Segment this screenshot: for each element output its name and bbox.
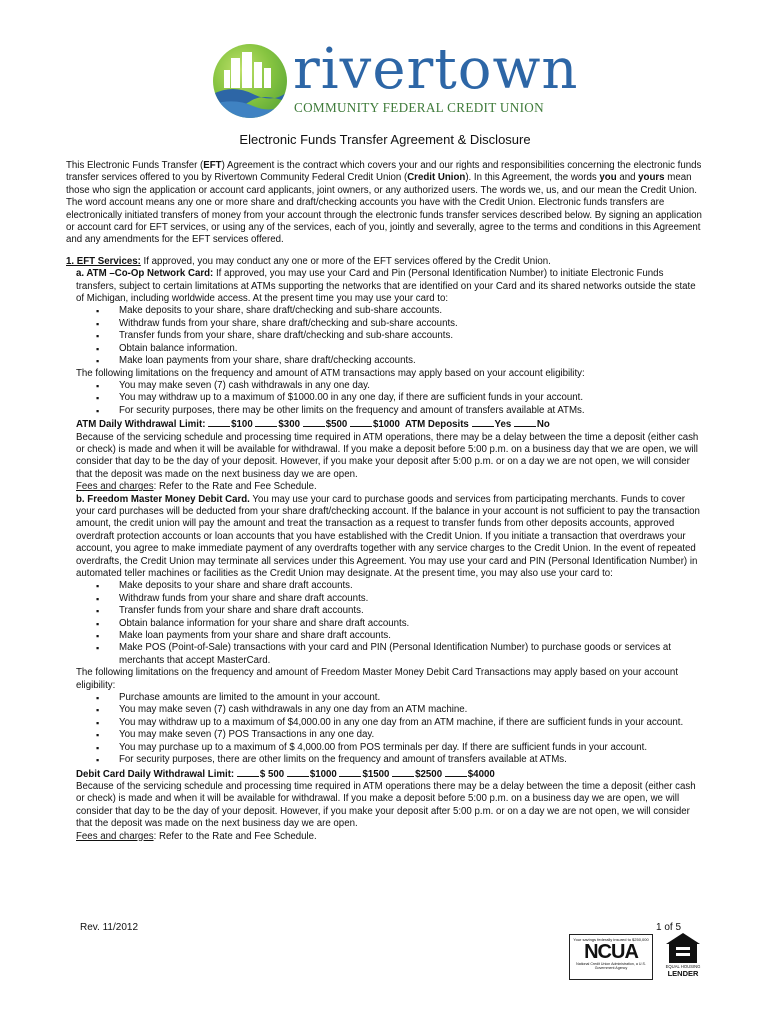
list-item: ▪ Transfer funds from your share, share draft/checking and sub-share accounts. — [96, 330, 706, 342]
list-item: ▪ You may make seven (7) cash withdrawals in any one day from an ATM machine. — [96, 704, 706, 716]
list-item: ▪ Obtain balance information for your share and share draft accounts. — [96, 618, 706, 630]
list-item: ▪ Make deposits to your share and share draft accounts. — [96, 580, 706, 592]
ncua-logo-text: NCUA — [584, 941, 638, 963]
atm-fees-line: Fees and charges: Refer to the Rate and Fee Schedule. — [76, 481, 317, 493]
atm-card-paragraph: a. ATM –Co-Op Network Card: If approved, you may use your Card and Pin (Personal Identification Number) to initiate Electronic Funds transfers, subject to certain limitations at ATMs supporting the networks that are identified on your Card and its shared networks outside the state of Michigan, including worldwide access. At the present time you may use your card to: — [76, 268, 696, 305]
list-item: ▪ You may withdraw up to a maximum of $1000.00 in any one day, if there are sufficient funds in your account. — [96, 392, 706, 404]
debit-limit-4000-checkbox[interactable] — [445, 767, 467, 777]
intro-paragraph: This Electronic Funds Transfer (EFT) Agreement is the contract which covers your and our rights and responsibilities concerning the electronic funds transfer services offered to you by Rivertown Community Federal Credit Union (Credit Union). In this Agreement, the words you and yours mean those who sign the application or account card applicants, joint owners, or any authorized users. The words we, us, and our mean the Credit Union. The word account means any one or more share and draft/checking accounts you have with the Credit Union. Electronic funds transfers are electronically initiated transfers of money from your account through the electronic funds transfer services described below. By signing an application or account card for EFT services, or using any of the services, each of you, jointly and severally, agree to the terms and conditions in this Agreement and any amendments for the EFT services offered. — [66, 160, 702, 246]
equal-housing-house-icon — [664, 932, 702, 964]
list-item: ▪ You may make seven (7) cash withdrawals in any one day. — [96, 380, 706, 392]
ncua-insured-text: Your savings federally insured to $250,000 — [573, 937, 649, 942]
debit-limits-intro: The following limitations on the frequency and amount of Freedom Master Money Debit Card Transactions may apply based on your account eligibility: — [76, 667, 679, 691]
list-item: ▪ Obtain balance information. — [96, 343, 706, 355]
atm-limit-1000-checkbox[interactable] — [350, 417, 372, 427]
document-body — [66, 160, 706, 843]
credit-union-logo — [213, 37, 579, 118]
atm-uses-list — [76, 305, 706, 367]
list-item: ▪ You may withdraw up to a maximum of $4,000.00 in any one day from an ATM machine, if there are sufficient funds in your account. — [96, 717, 706, 729]
list-item: ▪ Withdraw funds from your share and share draft accounts. — [96, 593, 706, 605]
list-item: ▪ For security purposes, there are other limits on the frequency and amount of transfers available at ATMs. — [96, 754, 706, 766]
list-item: ▪ Withdraw funds from your share, share draft/checking and sub-share accounts. — [96, 318, 706, 330]
list-item: ▪ Make loan payments from your share, share draft/checking accounts. — [96, 355, 706, 367]
page-number: 1 of 5 — [656, 922, 682, 933]
list-item: ▪ Transfer funds from your share and share draft accounts. — [96, 605, 706, 617]
debit-daily-limit-line: Debit Card Daily Withdrawal Limit: $ 500 $1000 $1500 $2500 $4000 — [76, 768, 495, 780]
ncua-badge — [569, 934, 653, 980]
debit-limit-1500-checkbox[interactable] — [339, 767, 361, 777]
list-item: ▪ Purchase amounts are limited to the amount in your account. — [96, 692, 706, 704]
list-item: ▪ You may purchase up to a maximum of $ 4,000.00 from POS terminals per day. If there are sufficient funds in your account. — [96, 742, 706, 754]
list-item: ▪ Make loan payments from your share and share draft accounts. — [96, 630, 706, 642]
atm-daily-limit-line: ATM Daily Withdrawal Limit: $100 $300 $500 $1000 ATM Deposits Yes No — [76, 419, 550, 431]
debit-uses-list — [76, 580, 706, 667]
list-item: ▪ For security purposes, there may be other limits on the frequency and amount of transfers available at ATMs. — [96, 405, 706, 417]
atm-limits-intro: The following limitations on the frequency and amount of ATM transactions may apply based on your account eligibility: — [76, 367, 585, 379]
lender-text: LENDER — [667, 969, 699, 978]
atm-deposits-no-checkbox[interactable] — [514, 417, 536, 427]
atm-limit-100-checkbox[interactable] — [208, 417, 230, 427]
debit-fees-line: Fees and charges: Refer to the Rate and Fee Schedule. — [76, 830, 317, 842]
debit-limits-list — [76, 692, 706, 766]
atm-limits-list — [76, 380, 706, 417]
debit-limit-500-checkbox[interactable] — [237, 767, 259, 777]
skyline-river-logo-icon — [213, 44, 287, 118]
debit-availability-paragraph: Because of the servicing schedule and processing time required in ATM operations there may be a delay between the time a deposit (either cash or check) is made and when it will be available for withdrawal. If you make a deposit before 5:00 p.m. on a business day we are open, we will consider that day to be the day of your deposit. However, if you make your deposit after 5:00 p.m. or on a day we are not open, we will consider that the deposit was made on the next business day we are open. — [76, 780, 696, 830]
list-item: ▪ Make deposits to your share, share draft/checking and sub-share accounts. — [96, 305, 706, 317]
atm-limit-500-checkbox[interactable] — [303, 417, 325, 427]
equal-housing-lender-badge — [664, 932, 702, 978]
list-item: ▪ You may make seven (7) POS Transactions in any one day. — [96, 729, 706, 741]
revision-date: Rev. 11/2012 — [80, 922, 139, 933]
debit-limit-1000-checkbox[interactable] — [287, 767, 309, 777]
document-title: Electronic Funds Transfer Agreement & Disclosure — [239, 132, 531, 147]
equal-housing-text: EQUAL HOUSING — [665, 964, 701, 969]
debit-card-paragraph: b. Freedom Master Money Debit Card. You may use your card to purchase goods and services from participating merchants. Funds to cover your card purchases will be deducted from your share draft/checking account. If the balance in your account is not sufficient to pay the transaction amount, the credit union will pay the amount and treat the transaction as a request to transfer funds from other deposits accounts, approved overdraft protection accounts or loan accounts that you have established with the Credit Union. If you initiate a transaction that overdraws your account, you agree to make immediate payment of any overdrafts together with any service charges to the Credit Union. In the event of repeated overdrafts, the Credit Union may terminate all services under this Agreement. You may use your card and PIN (Personal Identification Number) in automated teller machines or facilities as the Credit Union may designate. At the present time, you may also use your card to: — [76, 493, 700, 579]
list-item: ▪ Make POS (Point-of-Sale) transactions with your card and PIN (Personal Identification Number) to purchase goods or services at merchants that accept MasterCard. — [96, 642, 706, 667]
ncua-agency-text: National Credit Union Administration, a U.S. Government Agency — [576, 962, 646, 971]
atm-availability-paragraph: Because of the servicing schedule and processing time required in ATM operations, there may be a delay between the time a deposit (either cash or check) is made and when it will be available for withdrawal. If you make a deposit before 5:00 p.m. on a business day that we are open, we will consider that day to be the day of your deposit. However, if you make your deposit after 5:00 p.m. or on a day we are not open, we will consider that the deposit was made on the next business day we are open. — [76, 431, 699, 480]
debit-limit-2500-checkbox[interactable] — [392, 767, 414, 777]
logo-subtitle: COMMUNITY FEDERAL CREDIT UNION — [294, 100, 544, 115]
atm-deposits-yes-checkbox[interactable] — [472, 417, 494, 427]
section-1-heading: 1. EFT Services: If approved, you may conduct any one or more of the EFT services offered by the Credit Union. — [66, 255, 551, 267]
logo-wordmark: rivertown — [293, 37, 579, 102]
atm-limit-300-checkbox[interactable] — [255, 417, 277, 427]
